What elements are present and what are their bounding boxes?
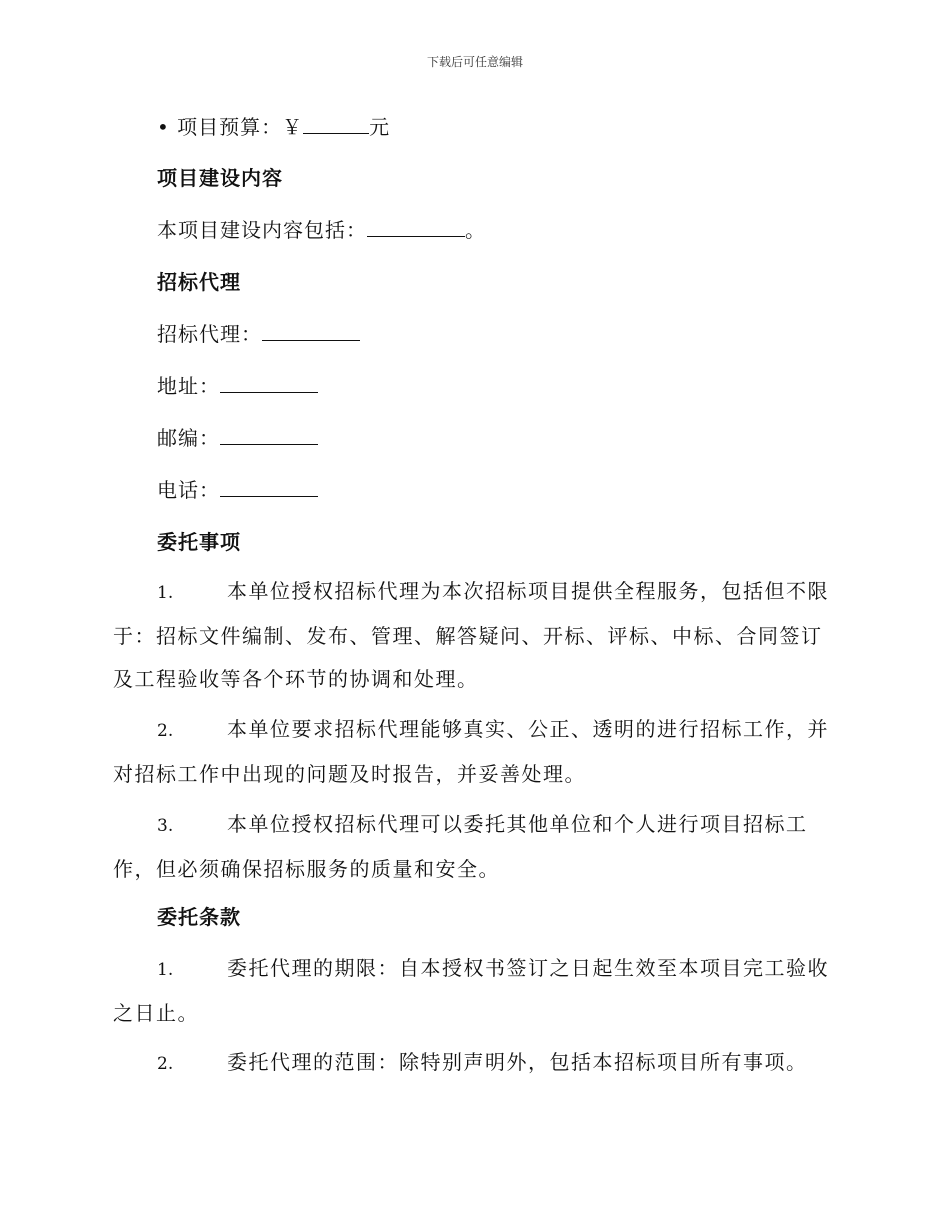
terms-item-num: 1. bbox=[157, 960, 174, 980]
matters-item bbox=[113, 803, 833, 891]
agent-label: 招标代理： bbox=[157, 322, 262, 346]
page-header-note: 下载后可任意编辑 bbox=[426, 55, 523, 69]
matters-item-num: 3. bbox=[157, 816, 174, 836]
matters-item-text: 本单位要求招标代理能够真实、公正、透明的进行招标工作，并对招标工作中出现的问题及时报告，并妥善处理。 bbox=[113, 717, 829, 786]
address-line bbox=[157, 374, 318, 398]
budget-label: • 项目预算：￥ bbox=[157, 115, 304, 139]
address-label: 地址： bbox=[157, 374, 220, 398]
agent-line bbox=[157, 322, 360, 346]
terms-item-text: 委托代理的期限：自本授权书签订之日起生效至本项目完工验收之日止。 bbox=[113, 956, 829, 1025]
terms-item bbox=[113, 1041, 833, 1086]
build-content-line bbox=[157, 218, 486, 242]
terms-item-num: 2. bbox=[157, 1054, 174, 1074]
section-title-terms: 委托条款 bbox=[157, 905, 241, 929]
agent-blank[interactable] bbox=[262, 322, 360, 341]
section-title-matters: 委托事项 bbox=[157, 530, 241, 554]
build-content-end: 。 bbox=[465, 218, 486, 242]
matters-item bbox=[113, 708, 833, 796]
matters-item-text: 本单位授权招标代理为本次招标项目提供全程服务，包括但不限于：招标文件编制、发布、管理、解答疑问、开标、评标、中标、合同签订及工程验收等各个环节的协调和处理。 bbox=[113, 579, 829, 691]
postcode-line bbox=[157, 426, 318, 450]
matters-item-text: 本单位授权招标代理可以委托其他单位和个人进行项目招标工作，但必须确保招标服务的质量和安全。 bbox=[113, 812, 808, 881]
phone-label: 电话： bbox=[157, 478, 220, 502]
postcode-label: 邮编： bbox=[157, 426, 220, 450]
phone-line bbox=[157, 478, 318, 502]
matters-item-num: 1. bbox=[157, 583, 174, 603]
address-blank[interactable] bbox=[220, 374, 318, 393]
matters-item bbox=[113, 570, 833, 701]
budget-line bbox=[157, 115, 390, 139]
budget-unit: 元 bbox=[369, 115, 391, 139]
build-content-blank[interactable] bbox=[367, 218, 465, 237]
section-title-build: 项目建设内容 bbox=[157, 166, 283, 190]
terms-item bbox=[113, 947, 833, 1035]
section-title-agent: 招标代理 bbox=[157, 270, 241, 294]
terms-item-text: 委托代理的范围：除特别声明外，包括本招标项目所有事项。 bbox=[227, 1050, 808, 1074]
postcode-blank[interactable] bbox=[220, 426, 318, 445]
matters-item-num: 2. bbox=[157, 721, 174, 741]
phone-blank[interactable] bbox=[220, 478, 318, 497]
build-content-label: 本项目建设内容包括： bbox=[157, 218, 367, 242]
budget-blank[interactable] bbox=[303, 115, 369, 134]
